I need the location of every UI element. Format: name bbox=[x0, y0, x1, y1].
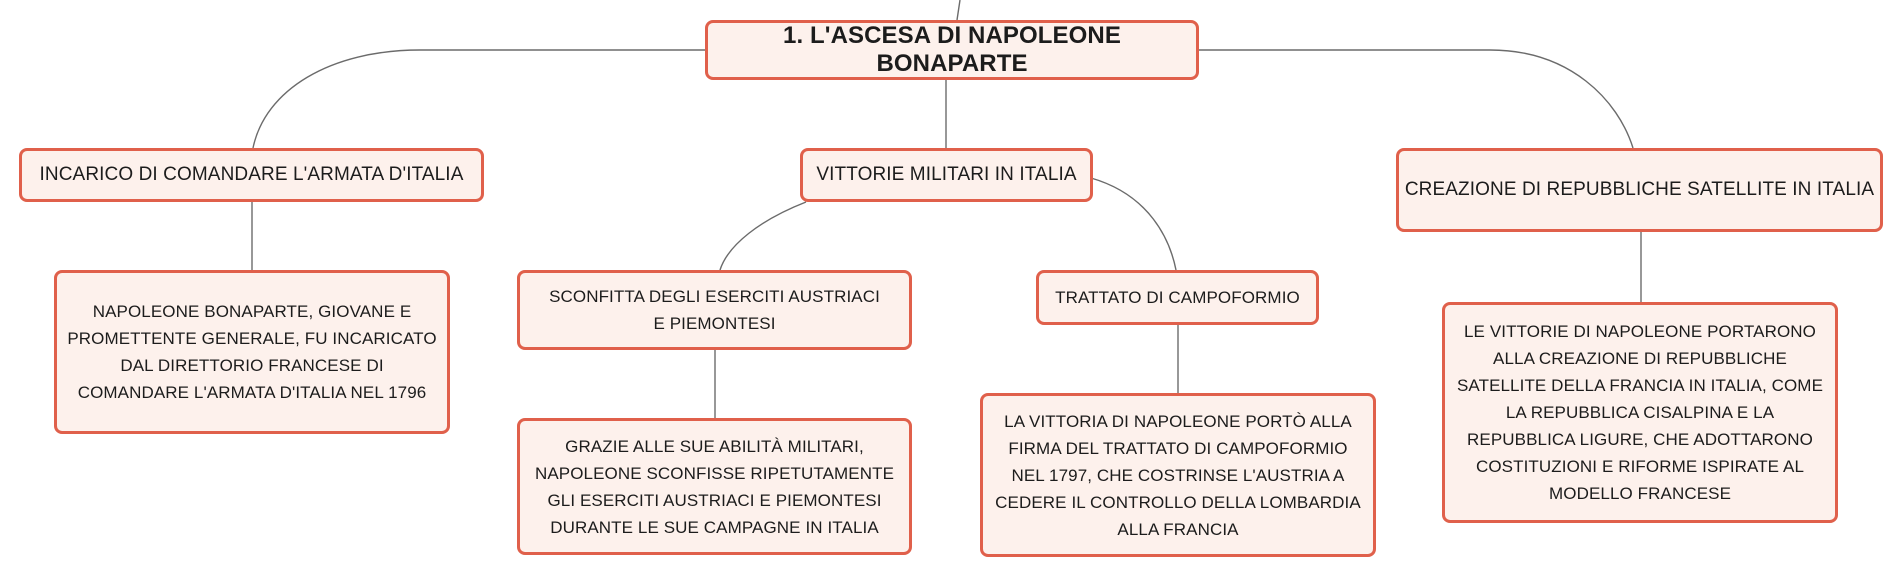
detail-campoformio-node[interactable] bbox=[980, 393, 1376, 557]
subtopic-campoformio-label: TRATTATO DI CAMPOFORMIO bbox=[1055, 288, 1300, 307]
subtopic-campoformio-node[interactable] bbox=[1036, 270, 1319, 325]
detail-campoformio-text: LA VITTORIA DI NAPOLEONE PORTÒ ALLA FIRMA DEL TRATTATO DI CAMPOFORMIO NEL 1797, CHE COSTRINSE L'AUSTRIA A CEDERE IL CONTROLLO DELLA LOMBARDIA ALLA FRANCIA bbox=[995, 411, 1361, 539]
topic-creazione-node[interactable] bbox=[1396, 148, 1883, 232]
detail-sconfitta-node[interactable] bbox=[517, 418, 912, 555]
connector-vittorie-to-campoformio bbox=[1091, 178, 1176, 270]
root-topic-label: 1. L'ASCESA DI NAPOLEONE BONAPARTE bbox=[783, 22, 1121, 77]
topic-incarico-label: INCARICO DI COMANDARE L'ARMATA D'ITALIA bbox=[39, 164, 464, 185]
detail-incarico-node[interactable] bbox=[54, 270, 450, 434]
detail-creazione-text: LE VITTORIE DI NAPOLEONE PORTARONO ALLA CREAZIONE DI REPUBBLICHE SATELLITE DELLA FRANCIA IN ITALIA, COME LA REPUBBLICA CISALPINA E LA REPUBBLICA LIGURE, CHE ADOTTARONO COSTITUZIONI E RIFORME ISPIRATE AL MODELLO FRANCESE bbox=[1456, 322, 1824, 503]
topic-creazione-label: CREAZIONE DI REPUBBLICHE SATELLITE IN ITALIA bbox=[1404, 179, 1875, 200]
detail-sconfitta-text: GRAZIE ALLE SUE ABILITÀ MILITARI, NAPOLEONE SCONFISSE RIPETUTAMENTE GLI ESERCITI AUSTRIACI E PIEMONTESI DURANTE LE SUE CAMPAGNE IN ITALIA bbox=[534, 436, 895, 537]
subtopic-sconfitta-label: SCONFITTA DEGLI ESERCITI AUSTRIACI E PIEMONTESI bbox=[549, 287, 880, 333]
detail-incarico-text: NAPOLEONE BONAPARTE, GIOVANE E PROMETTENTE GENERALE, FU INCARICATO DAL DIRETTORIO FRANCESE DI COMANDARE L'ARMATA D'ITALIA NEL 1796 bbox=[67, 302, 437, 402]
topic-vittorie-node[interactable] bbox=[800, 148, 1093, 202]
connector-root-to-parent bbox=[957, 0, 960, 20]
connector-root-to-creazione bbox=[1199, 50, 1633, 148]
connector-vittorie-to-sconfitta bbox=[720, 202, 806, 270]
topic-vittorie-label: VITTORIE MILITARI IN ITALIA bbox=[816, 164, 1077, 185]
detail-creazione-node[interactable] bbox=[1442, 302, 1838, 523]
subtopic-sconfitta-node[interactable] bbox=[517, 270, 912, 350]
connector-root-to-incarico bbox=[253, 50, 705, 148]
root-topic-node[interactable] bbox=[705, 20, 1199, 80]
topic-incarico-node[interactable] bbox=[19, 148, 484, 202]
